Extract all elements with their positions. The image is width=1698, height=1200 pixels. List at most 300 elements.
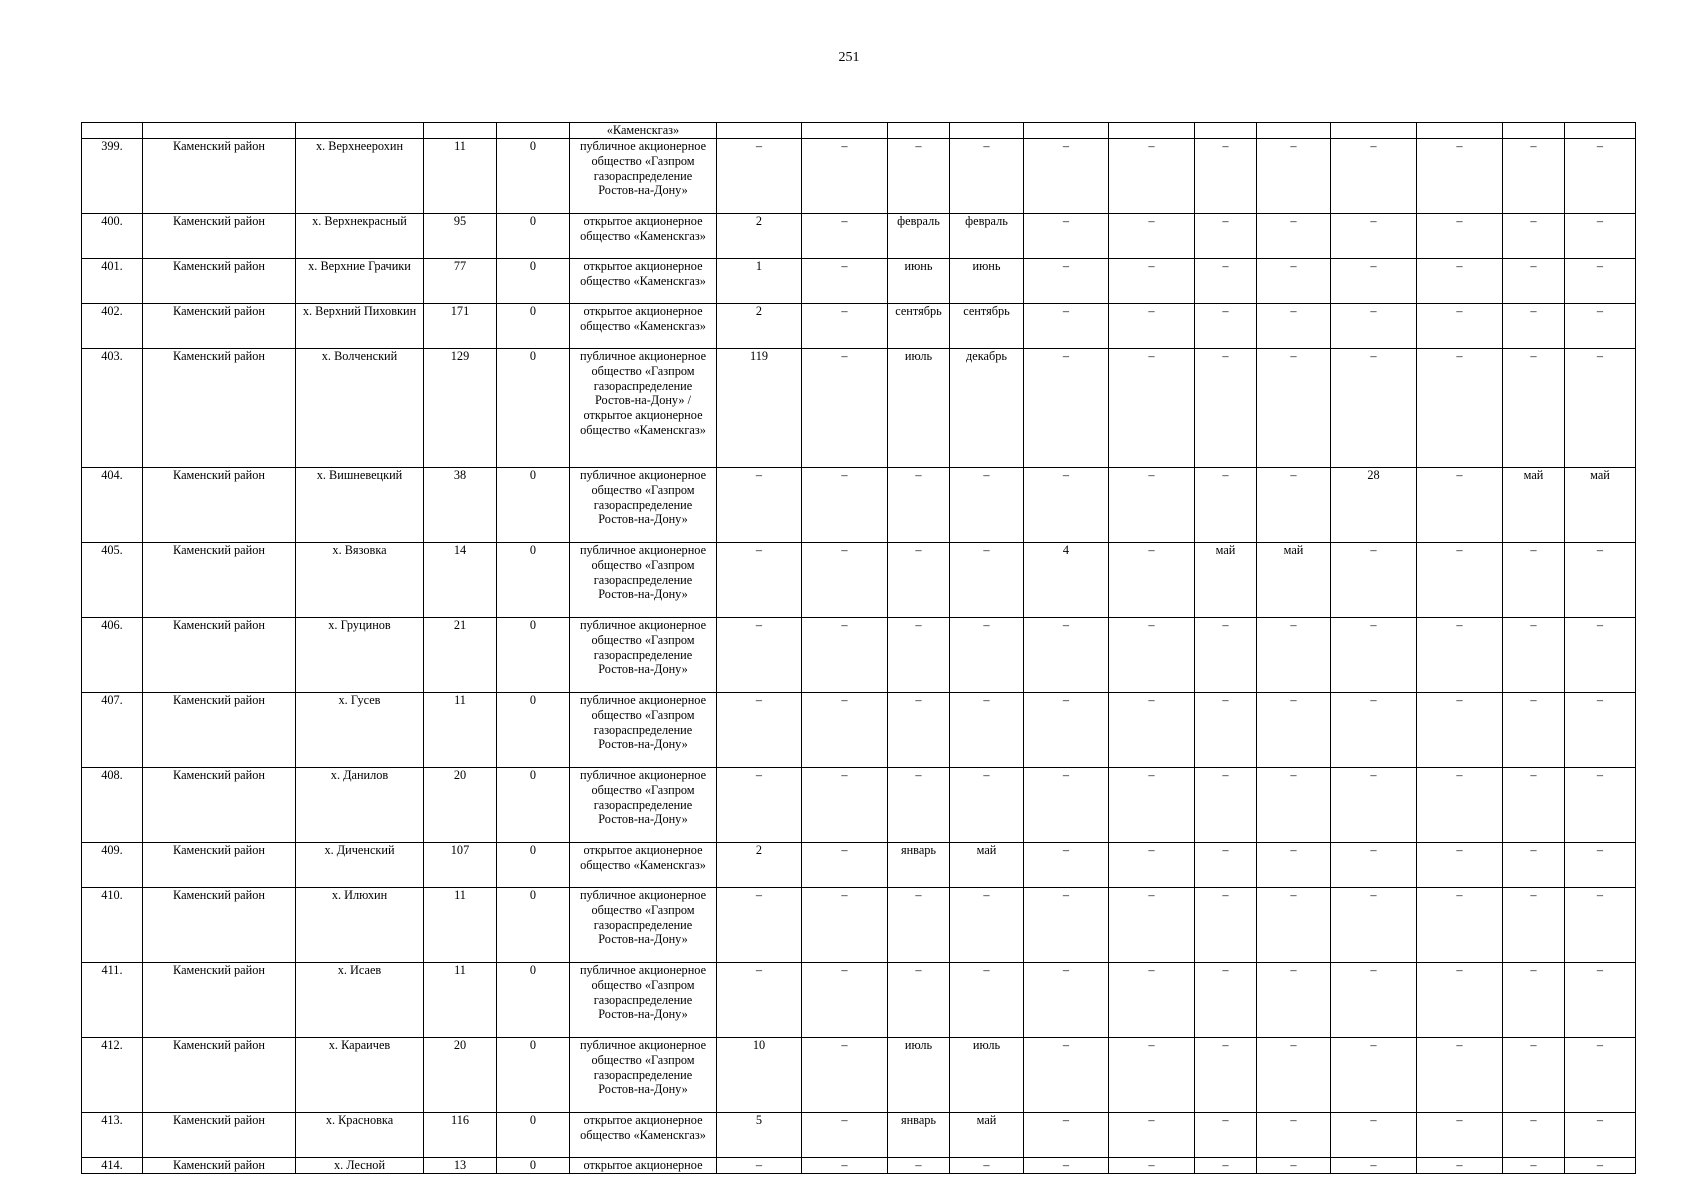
value-cell: – [1024, 349, 1109, 468]
value-cell: – [1503, 214, 1565, 259]
value-cell: – [1503, 693, 1565, 768]
zero-cell: 0 [497, 843, 570, 888]
value-cell: – [1257, 843, 1331, 888]
value-cell: – [1565, 543, 1636, 618]
organization-cell: публичное акционерное общество «Газпром газораспределение Ростов-на-Дону» [570, 543, 717, 618]
settlement-cell: х. Караичев [296, 1038, 424, 1113]
value-cell: – [1257, 693, 1331, 768]
value-cell: – [888, 888, 950, 963]
row-number-cell: 400. [82, 214, 143, 259]
value-cell: – [888, 963, 950, 1038]
value-cell: – [802, 304, 888, 349]
value-cell: – [950, 139, 1024, 214]
district-cell: Каменский район [143, 139, 296, 214]
value-cell: – [1565, 843, 1636, 888]
table-row [82, 259, 1636, 304]
value-cell: – [1417, 768, 1503, 843]
district-cell: Каменский район [143, 259, 296, 304]
value-cell: май [1503, 468, 1565, 543]
value-cell: – [1331, 888, 1417, 963]
value-cell: – [1024, 693, 1109, 768]
zero-cell: 0 [497, 304, 570, 349]
value-cell: – [1024, 1113, 1109, 1158]
value-cell: – [1331, 618, 1417, 693]
value-cell: – [1024, 214, 1109, 259]
organization-cell: публичное акционерное общество «Газпром газораспределение Ростов-на-Дону» [570, 768, 717, 843]
value-cell: – [950, 543, 1024, 618]
settlement-cell: х. Груцинов [296, 618, 424, 693]
value-cell: – [1417, 543, 1503, 618]
value-cell: июнь [950, 259, 1024, 304]
count-cell: 107 [424, 843, 497, 888]
value-cell: – [1195, 1038, 1257, 1113]
value-cell: – [1024, 843, 1109, 888]
value-cell: – [717, 468, 802, 543]
value-cell: – [950, 468, 1024, 543]
settlement-cell: х. Красновка [296, 1113, 424, 1158]
value-cell: – [1195, 843, 1257, 888]
settlement-cell: х. Диченский [296, 843, 424, 888]
value-cell: – [1109, 1038, 1195, 1113]
organization-cell: открытое акционерное общество «Каменскгаз» [570, 214, 717, 259]
value-cell: – [1565, 349, 1636, 468]
count-cell: 11 [424, 888, 497, 963]
value-cell: декабрь [950, 349, 1024, 468]
value-cell: – [1417, 1113, 1503, 1158]
value-cell: май [1195, 543, 1257, 618]
value-cell: – [1503, 963, 1565, 1038]
count-cell: 171 [424, 304, 497, 349]
value-cell: – [1503, 843, 1565, 888]
table-row [82, 963, 1636, 1038]
value-cell: – [1195, 1158, 1257, 1174]
organization-cell: публичное акционерное общество «Газпром газораспределение Ростов-на-Дону» [570, 888, 717, 963]
value-cell: – [1257, 349, 1331, 468]
value-cell: – [1417, 693, 1503, 768]
row-number-cell: 407. [82, 693, 143, 768]
value-cell: – [1503, 304, 1565, 349]
value-cell: – [1109, 139, 1195, 214]
value-cell: – [717, 768, 802, 843]
page-number: 251 [838, 50, 860, 65]
organization-cell: открытое акционерное общество «Каменскгаз» [570, 304, 717, 349]
value-cell: май [950, 1113, 1024, 1158]
value-cell: – [1109, 618, 1195, 693]
organization-cell: публичное акционерное общество «Газпром газораспределение Ростов-на-Дону» [570, 468, 717, 543]
zero-cell: 0 [497, 543, 570, 618]
value-cell: – [1109, 693, 1195, 768]
value-cell: – [1257, 139, 1331, 214]
count-cell: 20 [424, 1038, 497, 1113]
count-cell: 38 [424, 468, 497, 543]
value-cell: – [1257, 1038, 1331, 1113]
count-cell: 13 [424, 1158, 497, 1174]
value-cell: – [1417, 468, 1503, 543]
table-row [82, 468, 1636, 543]
value-cell: – [950, 888, 1024, 963]
value-cell: – [1331, 543, 1417, 618]
row-number-cell: 412. [82, 1038, 143, 1113]
table-row [82, 1158, 1636, 1174]
settlement-cell: х. Верхние Грачики [296, 259, 424, 304]
value-cell: – [802, 259, 888, 304]
value-cell: – [1331, 304, 1417, 349]
value-cell: – [802, 1113, 888, 1158]
count-cell: 11 [424, 693, 497, 768]
value-cell: – [802, 1038, 888, 1113]
value-cell: – [1565, 693, 1636, 768]
value-cell: – [1503, 349, 1565, 468]
row-number-cell: 404. [82, 468, 143, 543]
value-cell: – [1417, 349, 1503, 468]
organization-cell: открытое акционерное общество «Каменскгаз» [570, 1113, 717, 1158]
value-cell: – [1195, 1113, 1257, 1158]
district-cell: Каменский район [143, 693, 296, 768]
value-cell: – [1417, 843, 1503, 888]
value-cell: – [888, 468, 950, 543]
value-cell: – [1195, 214, 1257, 259]
value-cell: – [802, 543, 888, 618]
value-cell: – [888, 693, 950, 768]
district-cell: Каменский район [143, 768, 296, 843]
row-number-cell: 411. [82, 963, 143, 1038]
settlement-cell: х. Верхнекрасный [296, 214, 424, 259]
count-cell: 116 [424, 1113, 497, 1158]
value-cell: – [1195, 139, 1257, 214]
organization-cell: открытое акционерное общество «Каменскгаз» [570, 259, 717, 304]
value-cell: – [1109, 304, 1195, 349]
value-cell: – [1331, 139, 1417, 214]
value-cell: 4 [1024, 543, 1109, 618]
value-cell: 2 [717, 304, 802, 349]
value-cell: – [1565, 1158, 1636, 1174]
value-cell: июнь [888, 259, 950, 304]
count-cell: 11 [424, 139, 497, 214]
value-cell: – [1257, 259, 1331, 304]
value-cell: – [802, 768, 888, 843]
value-cell: – [1503, 1113, 1565, 1158]
value-cell: – [1503, 1038, 1565, 1113]
value-cell: сентябрь [950, 304, 1024, 349]
zero-cell: 0 [497, 139, 570, 214]
value-cell: – [1565, 259, 1636, 304]
zero-cell: 0 [497, 259, 570, 304]
district-cell: Каменский район [143, 1038, 296, 1113]
table-row [82, 214, 1636, 259]
zero-cell: 0 [497, 618, 570, 693]
value-cell: – [802, 963, 888, 1038]
value-cell: – [717, 543, 802, 618]
continuation-org-cell: «Каменскгаз» [570, 123, 717, 139]
district-cell: Каменский район [143, 214, 296, 259]
settlement-cell: х. Волченский [296, 349, 424, 468]
settlement-cell: х. Верхний Пиховкин [296, 304, 424, 349]
value-cell: – [1565, 214, 1636, 259]
value-cell: – [1565, 1038, 1636, 1113]
value-cell: – [1109, 214, 1195, 259]
value-cell: 5 [717, 1113, 802, 1158]
zero-cell: 0 [497, 768, 570, 843]
table-row [82, 1113, 1636, 1158]
value-cell: – [802, 618, 888, 693]
zero-cell: 0 [497, 214, 570, 259]
value-cell: – [950, 1158, 1024, 1174]
value-cell: – [1331, 214, 1417, 259]
value-cell: – [950, 963, 1024, 1038]
value-cell: – [1417, 259, 1503, 304]
value-cell: – [1257, 768, 1331, 843]
district-cell: Каменский район [143, 963, 296, 1038]
count-cell: 11 [424, 963, 497, 1038]
organization-cell: публичное акционерное общество «Газпром газораспределение Ростов-на-Дону» [570, 963, 717, 1038]
value-cell: – [1195, 259, 1257, 304]
value-cell: – [888, 618, 950, 693]
settlement-cell: х. Верхнеерохин [296, 139, 424, 214]
count-cell: 95 [424, 214, 497, 259]
row-number-cell: 399. [82, 139, 143, 214]
organization-cell: открытое акционерное [570, 1158, 717, 1174]
value-cell: – [1417, 618, 1503, 693]
value-cell: – [1503, 888, 1565, 963]
value-cell: – [1257, 1113, 1331, 1158]
settlement-cell: х. Лесной [296, 1158, 424, 1174]
value-cell: май [1257, 543, 1331, 618]
value-cell: – [950, 768, 1024, 843]
value-cell: – [1024, 468, 1109, 543]
settlement-cell: х. Исаев [296, 963, 424, 1038]
count-cell: 14 [424, 543, 497, 618]
value-cell: – [1565, 139, 1636, 214]
value-cell: 119 [717, 349, 802, 468]
continuation-row [82, 123, 1636, 139]
value-cell: – [1503, 259, 1565, 304]
organization-cell: публичное акционерное общество «Газпром газораспределение Ростов-на-Дону» / открытое акционерное общество «Каменскгаз» [570, 349, 717, 468]
value-cell: – [1257, 1158, 1331, 1174]
value-cell: – [1565, 304, 1636, 349]
table-row [82, 843, 1636, 888]
row-number-cell: 403. [82, 349, 143, 468]
row-number-cell: 402. [82, 304, 143, 349]
zero-cell: 0 [497, 693, 570, 768]
row-number-cell: 405. [82, 543, 143, 618]
value-cell: – [888, 768, 950, 843]
value-cell: – [717, 618, 802, 693]
value-cell: – [1417, 1158, 1503, 1174]
district-cell: Каменский район [143, 304, 296, 349]
value-cell: – [1503, 768, 1565, 843]
value-cell: – [802, 693, 888, 768]
value-cell: – [1331, 963, 1417, 1038]
table-row [82, 543, 1636, 618]
value-cell: – [717, 963, 802, 1038]
value-cell: – [1195, 618, 1257, 693]
value-cell: – [888, 543, 950, 618]
value-cell: – [1565, 963, 1636, 1038]
row-number-cell: 409. [82, 843, 143, 888]
value-cell: – [1195, 304, 1257, 349]
value-cell: июль [888, 1038, 950, 1113]
zero-cell: 0 [497, 468, 570, 543]
value-cell: – [1024, 139, 1109, 214]
district-cell: Каменский район [143, 1113, 296, 1158]
organization-cell: открытое акционерное общество «Каменскгаз» [570, 843, 717, 888]
value-cell: – [802, 349, 888, 468]
value-cell: – [1195, 349, 1257, 468]
value-cell: – [1024, 304, 1109, 349]
zero-cell: 0 [497, 963, 570, 1038]
value-cell: 28 [1331, 468, 1417, 543]
row-number-cell: 401. [82, 259, 143, 304]
district-cell: Каменский район [143, 1158, 296, 1174]
value-cell: – [1331, 349, 1417, 468]
table-row [82, 304, 1636, 349]
value-cell: май [950, 843, 1024, 888]
value-cell: – [802, 468, 888, 543]
value-cell: – [1257, 888, 1331, 963]
value-cell: 2 [717, 214, 802, 259]
value-cell: июль [888, 349, 950, 468]
value-cell: – [1109, 963, 1195, 1038]
value-cell: – [1109, 468, 1195, 543]
value-cell: – [1109, 259, 1195, 304]
value-cell: – [888, 139, 950, 214]
value-cell: – [1024, 618, 1109, 693]
row-number-cell: 408. [82, 768, 143, 843]
value-cell: – [1024, 963, 1109, 1038]
row-number-cell: 414. [82, 1158, 143, 1174]
value-cell: – [1109, 1113, 1195, 1158]
value-cell: – [1331, 1038, 1417, 1113]
value-cell: – [1503, 1158, 1565, 1174]
organization-cell: публичное акционерное общество «Газпром газораспределение Ростов-на-Дону» [570, 693, 717, 768]
value-cell: – [1195, 888, 1257, 963]
value-cell: – [1257, 963, 1331, 1038]
value-cell: – [1195, 768, 1257, 843]
value-cell: январь [888, 1113, 950, 1158]
table-row [82, 618, 1636, 693]
value-cell: – [1109, 1158, 1195, 1174]
table-row [82, 768, 1636, 843]
count-cell: 20 [424, 768, 497, 843]
row-number-cell: 413. [82, 1113, 143, 1158]
organization-cell: публичное акционерное общество «Газпром газораспределение Ростов-на-Дону» [570, 618, 717, 693]
value-cell: – [717, 888, 802, 963]
count-cell: 129 [424, 349, 497, 468]
organization-cell: публичное акционерное общество «Газпром газораспределение Ростов-на-Дону» [570, 139, 717, 214]
zero-cell: 0 [497, 1158, 570, 1174]
settlement-cell: х. Гусев [296, 693, 424, 768]
district-cell: Каменский район [143, 543, 296, 618]
value-cell: – [1257, 468, 1331, 543]
settlement-cell: х. Данилов [296, 768, 424, 843]
district-cell: Каменский район [143, 349, 296, 468]
value-cell: февраль [950, 214, 1024, 259]
row-number-cell: 406. [82, 618, 143, 693]
value-cell: – [802, 843, 888, 888]
value-cell: – [1565, 888, 1636, 963]
value-cell: – [1257, 618, 1331, 693]
value-cell: – [1195, 468, 1257, 543]
value-cell: – [1109, 543, 1195, 618]
organization-cell: публичное акционерное общество «Газпром газораспределение Ростов-на-Дону» [570, 1038, 717, 1113]
value-cell: февраль [888, 214, 950, 259]
value-cell: июль [950, 1038, 1024, 1113]
value-cell: – [1109, 843, 1195, 888]
zero-cell: 0 [497, 1113, 570, 1158]
value-cell: – [1109, 888, 1195, 963]
settlement-cell: х. Вязовка [296, 543, 424, 618]
value-cell: – [717, 139, 802, 214]
value-cell: – [1331, 843, 1417, 888]
value-cell: 10 [717, 1038, 802, 1113]
zero-cell: 0 [497, 349, 570, 468]
value-cell: – [717, 693, 802, 768]
value-cell: – [1417, 888, 1503, 963]
zero-cell: 0 [497, 1038, 570, 1113]
value-cell: май [1565, 468, 1636, 543]
value-cell: – [1024, 768, 1109, 843]
district-cell: Каменский район [143, 843, 296, 888]
value-cell: – [1417, 963, 1503, 1038]
value-cell: 1 [717, 259, 802, 304]
table-row [82, 888, 1636, 963]
settlement-cell: х. Вишневецкий [296, 468, 424, 543]
value-cell: – [802, 1158, 888, 1174]
value-cell: – [1503, 139, 1565, 214]
table-row [82, 693, 1636, 768]
value-cell: – [1331, 1113, 1417, 1158]
value-cell: – [1195, 693, 1257, 768]
value-cell: – [1024, 259, 1109, 304]
gasification-table [81, 122, 1636, 1174]
value-cell: январь [888, 843, 950, 888]
value-cell: – [1024, 1038, 1109, 1113]
value-cell: – [1417, 1038, 1503, 1113]
value-cell: – [950, 618, 1024, 693]
value-cell: – [1257, 214, 1331, 259]
value-cell: – [1195, 963, 1257, 1038]
table-row [82, 349, 1636, 468]
value-cell: – [1024, 1158, 1109, 1174]
value-cell: – [1331, 693, 1417, 768]
district-cell: Каменский район [143, 468, 296, 543]
value-cell: – [1024, 888, 1109, 963]
value-cell: – [950, 693, 1024, 768]
value-cell: – [802, 214, 888, 259]
value-cell: – [1331, 768, 1417, 843]
value-cell: – [1417, 304, 1503, 349]
value-cell: – [802, 888, 888, 963]
value-cell: – [802, 139, 888, 214]
count-cell: 21 [424, 618, 497, 693]
value-cell: – [1109, 768, 1195, 843]
table-row [82, 1038, 1636, 1113]
table-row [82, 139, 1636, 214]
row-number-cell: 410. [82, 888, 143, 963]
value-cell: – [1417, 214, 1503, 259]
value-cell: – [1331, 1158, 1417, 1174]
zero-cell: 0 [497, 888, 570, 963]
value-cell: – [1257, 304, 1331, 349]
value-cell: 2 [717, 843, 802, 888]
district-cell: Каменский район [143, 888, 296, 963]
value-cell: – [717, 1158, 802, 1174]
value-cell: – [1565, 1113, 1636, 1158]
value-cell: – [1503, 543, 1565, 618]
value-cell: – [1109, 349, 1195, 468]
value-cell: – [1417, 139, 1503, 214]
settlement-cell: х. Илюхин [296, 888, 424, 963]
